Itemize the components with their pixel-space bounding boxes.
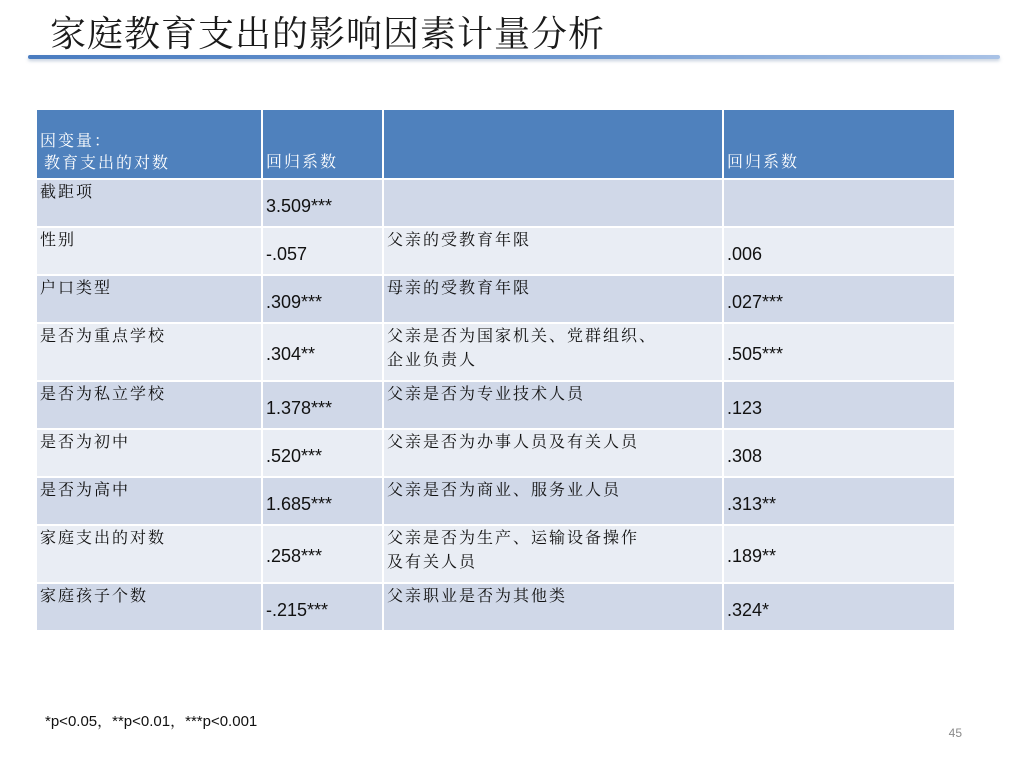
right-variable-cell-line: 父亲职业是否为其他类	[387, 586, 568, 605]
header-dependent-variable-name: 教育支出的对数	[44, 153, 171, 172]
table-header-row	[36, 109, 955, 179]
right-variable-cell	[383, 323, 723, 381]
right-coefficient-cell: .006	[723, 227, 955, 275]
right-coefficient-cell: .324*	[723, 583, 955, 631]
left-variable-cell	[36, 179, 262, 227]
left-variable-cell	[36, 525, 262, 583]
left-coefficient-cell: -.215***	[262, 583, 383, 631]
right-coefficient-cell: .313**	[723, 477, 955, 525]
left-coefficient-cell: .258***	[262, 525, 383, 583]
table-row	[36, 381, 955, 429]
table-row	[36, 179, 955, 227]
right-variable-cell-line: 父亲的受教育年限	[387, 230, 532, 249]
left-variable-cell-line: 家庭孩子个数	[40, 586, 149, 605]
table-row	[36, 275, 955, 323]
left-coefficient-cell: 1.378***	[262, 381, 383, 429]
left-variable-cell-line: 是否为初中	[40, 432, 131, 451]
left-coefficient-cell: -.057	[262, 227, 383, 275]
left-variable-cell-line: 家庭支出的对数	[40, 528, 167, 547]
right-coefficient-cell	[723, 179, 955, 227]
left-variable-cell	[36, 275, 262, 323]
right-variable-cell-line: 母亲的受教育年限	[387, 278, 532, 297]
left-variable-cell	[36, 477, 262, 525]
left-variable-cell	[36, 583, 262, 631]
left-variable-cell	[36, 381, 262, 429]
left-coefficient-cell: .520***	[262, 429, 383, 477]
right-variable-cell-line: 父亲是否为生产、运输设备操作	[387, 528, 640, 547]
table-row	[36, 583, 955, 631]
right-coefficient-cell: .189**	[723, 525, 955, 583]
header-dependent-variable-label: 因变量：	[40, 131, 113, 150]
table-row	[36, 525, 955, 583]
left-coefficient-cell: 3.509***	[262, 179, 383, 227]
left-variable-cell-line: 是否为重点学校	[40, 326, 167, 345]
left-variable-cell-line: 是否为高中	[40, 480, 131, 499]
right-variable-cell	[383, 583, 723, 631]
right-variable-cell-line: 父亲是否为办事人员及有关人员	[387, 432, 640, 451]
page-number: 45	[948, 726, 962, 740]
header-dependent-variable	[36, 109, 262, 179]
right-coefficient-cell: .505***	[723, 323, 955, 381]
left-variable-cell-line: 截距项	[40, 182, 95, 201]
table-row	[36, 227, 955, 275]
left-coefficient-cell: .304**	[262, 323, 383, 381]
left-variable-cell-line: 是否为私立学校	[40, 384, 167, 403]
left-variable-cell	[36, 227, 262, 275]
right-variable-cell	[383, 227, 723, 275]
right-coefficient-cell: .027***	[723, 275, 955, 323]
table-row	[36, 323, 955, 381]
right-variable-cell	[383, 179, 723, 227]
slide-title: 家庭教育支出的影响因素计量分析	[50, 14, 606, 55]
right-variable-cell-line: 及有关人员	[387, 552, 478, 571]
header-blank	[383, 109, 723, 179]
left-variable-cell	[36, 323, 262, 381]
right-variable-cell	[383, 525, 723, 583]
header-coefficient-left: 回归系数	[262, 109, 383, 179]
title-divider	[28, 55, 1000, 59]
right-variable-cell	[383, 477, 723, 525]
right-variable-cell-line: 父亲是否为商业、服务业人员	[387, 480, 622, 499]
right-variable-cell-line: 企业负责人	[387, 350, 478, 369]
table-row	[36, 429, 955, 477]
left-coefficient-cell: .309***	[262, 275, 383, 323]
left-variable-cell-line: 性别	[40, 230, 77, 249]
right-coefficient-cell: .123	[723, 381, 955, 429]
left-variable-cell	[36, 429, 262, 477]
right-coefficient-cell: .308	[723, 429, 955, 477]
right-variable-cell-line: 父亲是否为国家机关、党群组织、	[387, 326, 658, 345]
significance-footnote: *p<0.05，**p<0.01，***p<0.001	[45, 713, 258, 730]
table-row	[36, 477, 955, 525]
right-variable-cell	[383, 275, 723, 323]
left-variable-cell-line: 户口类型	[40, 278, 113, 297]
regression-table	[35, 108, 956, 632]
right-variable-cell-line: 父亲是否为专业技术人员	[387, 384, 586, 403]
right-variable-cell	[383, 381, 723, 429]
left-coefficient-cell: 1.685***	[262, 477, 383, 525]
header-coefficient-right: 回归系数	[723, 109, 955, 179]
right-variable-cell	[383, 429, 723, 477]
